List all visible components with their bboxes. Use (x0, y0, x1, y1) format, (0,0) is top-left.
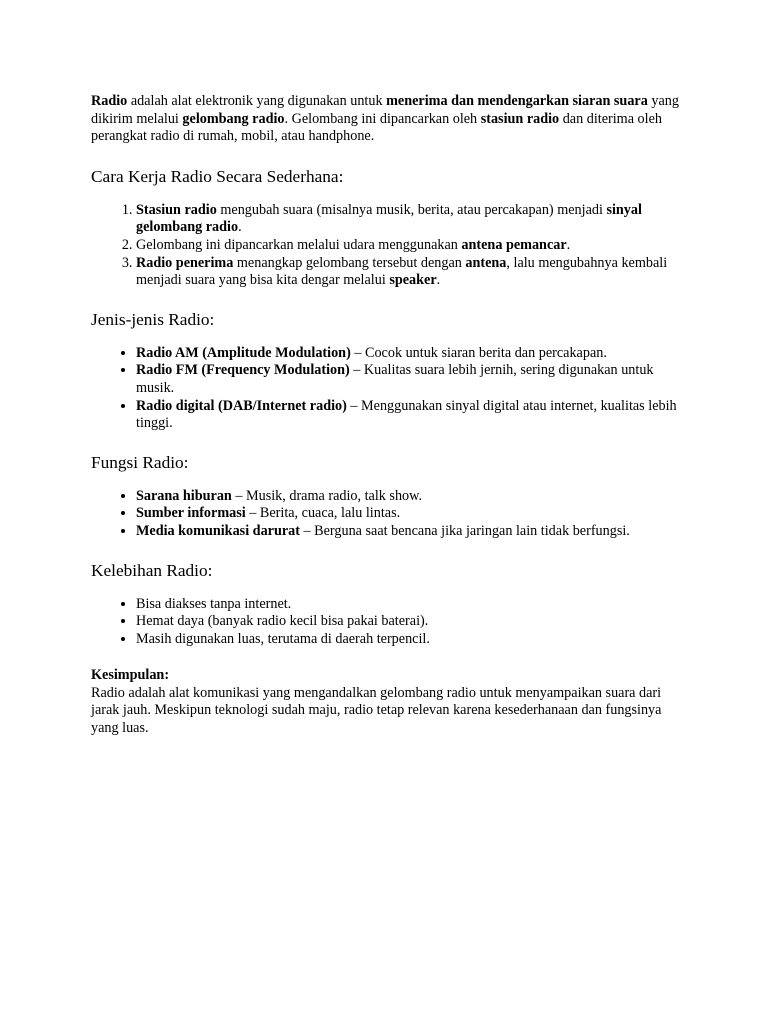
section-heading-how-it-works: Cara Kerja Radio Secara Sederhana: (91, 166, 344, 186)
intro-bold-radio: Radio (91, 93, 128, 109)
item-bold: Radio AM (Amplitude Modulation) (136, 344, 351, 361)
list-item (136, 345, 681, 363)
how-it-works-list (91, 202, 681, 290)
item-text: Bisa diakses tanpa internet. (136, 595, 292, 612)
item-bold: Radio penerima (136, 254, 234, 271)
intro-paragraph (91, 93, 681, 146)
list-item (136, 202, 681, 237)
item-text: Hemat daya (banyak radio kecil bisa pakai baterai). (136, 613, 429, 630)
functions-list (91, 488, 681, 541)
section-heading-functions: Fungsi Radio: (91, 452, 189, 472)
list-item (136, 488, 681, 506)
item-text: – Berita, cuaca, lalu lintas. (245, 505, 401, 522)
item-bold: Stasiun radio (136, 201, 217, 218)
list-item (136, 505, 681, 523)
intro-bold-station: stasiun radio (480, 110, 560, 127)
conclusion-text: Radio adalah alat komunikasi yang mengandalkan gelombang radio untuk menyampaikan suara dari jarak jauh. Meskipun teknologi sudah maju, radio tetap relevan karena kesederhanaan dan fungsinya yang luas. (91, 684, 662, 737)
item-text: – Cocok untuk siaran berita dan percakapan. (350, 344, 607, 361)
list-item (136, 613, 681, 631)
item-bold: Sumber informasi (136, 505, 246, 522)
document-page (91, 93, 681, 738)
section-heading-types: Jenis-jenis Radio: (91, 309, 215, 329)
section-heading-advantages: Kelebihan Radio: (91, 560, 213, 580)
intro-text: . Gelombang ini dipancarkan oleh (284, 110, 481, 127)
item-text: menangkap gelombang tersebut dengan (233, 254, 466, 271)
list-item (136, 631, 681, 649)
list-item (136, 523, 681, 541)
item-bold: sinyal gelombang radio (136, 201, 642, 236)
item-bold: Sarana hiburan (136, 487, 232, 504)
item-bold: speaker (389, 272, 437, 289)
item-bold: antena (465, 254, 507, 271)
intro-text: dan diterima oleh perangkat radio di rumah, mobil, atau handphone. (91, 110, 662, 145)
conclusion-title: Kesimpulan: (91, 667, 170, 684)
intro-text: adalah alat elektronik yang digunakan untuk (127, 93, 387, 109)
advantages-list (91, 596, 681, 649)
list-item (136, 255, 681, 290)
intro-bold-wave: gelombang radio (182, 110, 285, 127)
item-text: mengubah suara (misalnya musik, berita, atau percakapan) menjadi (216, 201, 607, 218)
item-bold: Media komunikasi darurat (136, 522, 300, 539)
types-list (91, 345, 681, 433)
item-text: – Kualitas suara lebih jernih, sering digunakan untuk musik. (136, 362, 654, 396)
list-item (136, 596, 681, 614)
item-text: – Musik, drama radio, talk show. (231, 487, 422, 504)
item-bold: Radio digital (DAB/Internet radio) (136, 397, 347, 414)
list-item (136, 398, 681, 433)
intro-bold-receive: menerima dan mendengarkan siaran suara (386, 93, 648, 109)
intro-text: yang dikirim melalui (91, 93, 679, 127)
item-text: Masih digunakan luas, terutama di daerah terpencil. (136, 630, 430, 647)
item-text: . (238, 219, 242, 236)
item-text: . (566, 236, 571, 253)
item-text: Gelombang ini dipancarkan melalui udara menggunakan (136, 236, 462, 253)
item-text: – Menggunakan sinyal digital atau internet, kualitas lebih tinggi. (136, 397, 677, 432)
list-item (136, 237, 681, 255)
item-text: . (436, 272, 441, 289)
item-bold: Radio FM (Frequency Modulation) (136, 362, 350, 379)
list-item (136, 362, 681, 397)
item-text: – Berguna saat bencana jika jaringan lain tidak berfungsi. (299, 522, 630, 539)
item-text: , lalu mengubahnya kembali menjadi suara yang bisa kita dengar melalui (136, 254, 668, 289)
item-bold: antena pemancar (461, 236, 567, 253)
